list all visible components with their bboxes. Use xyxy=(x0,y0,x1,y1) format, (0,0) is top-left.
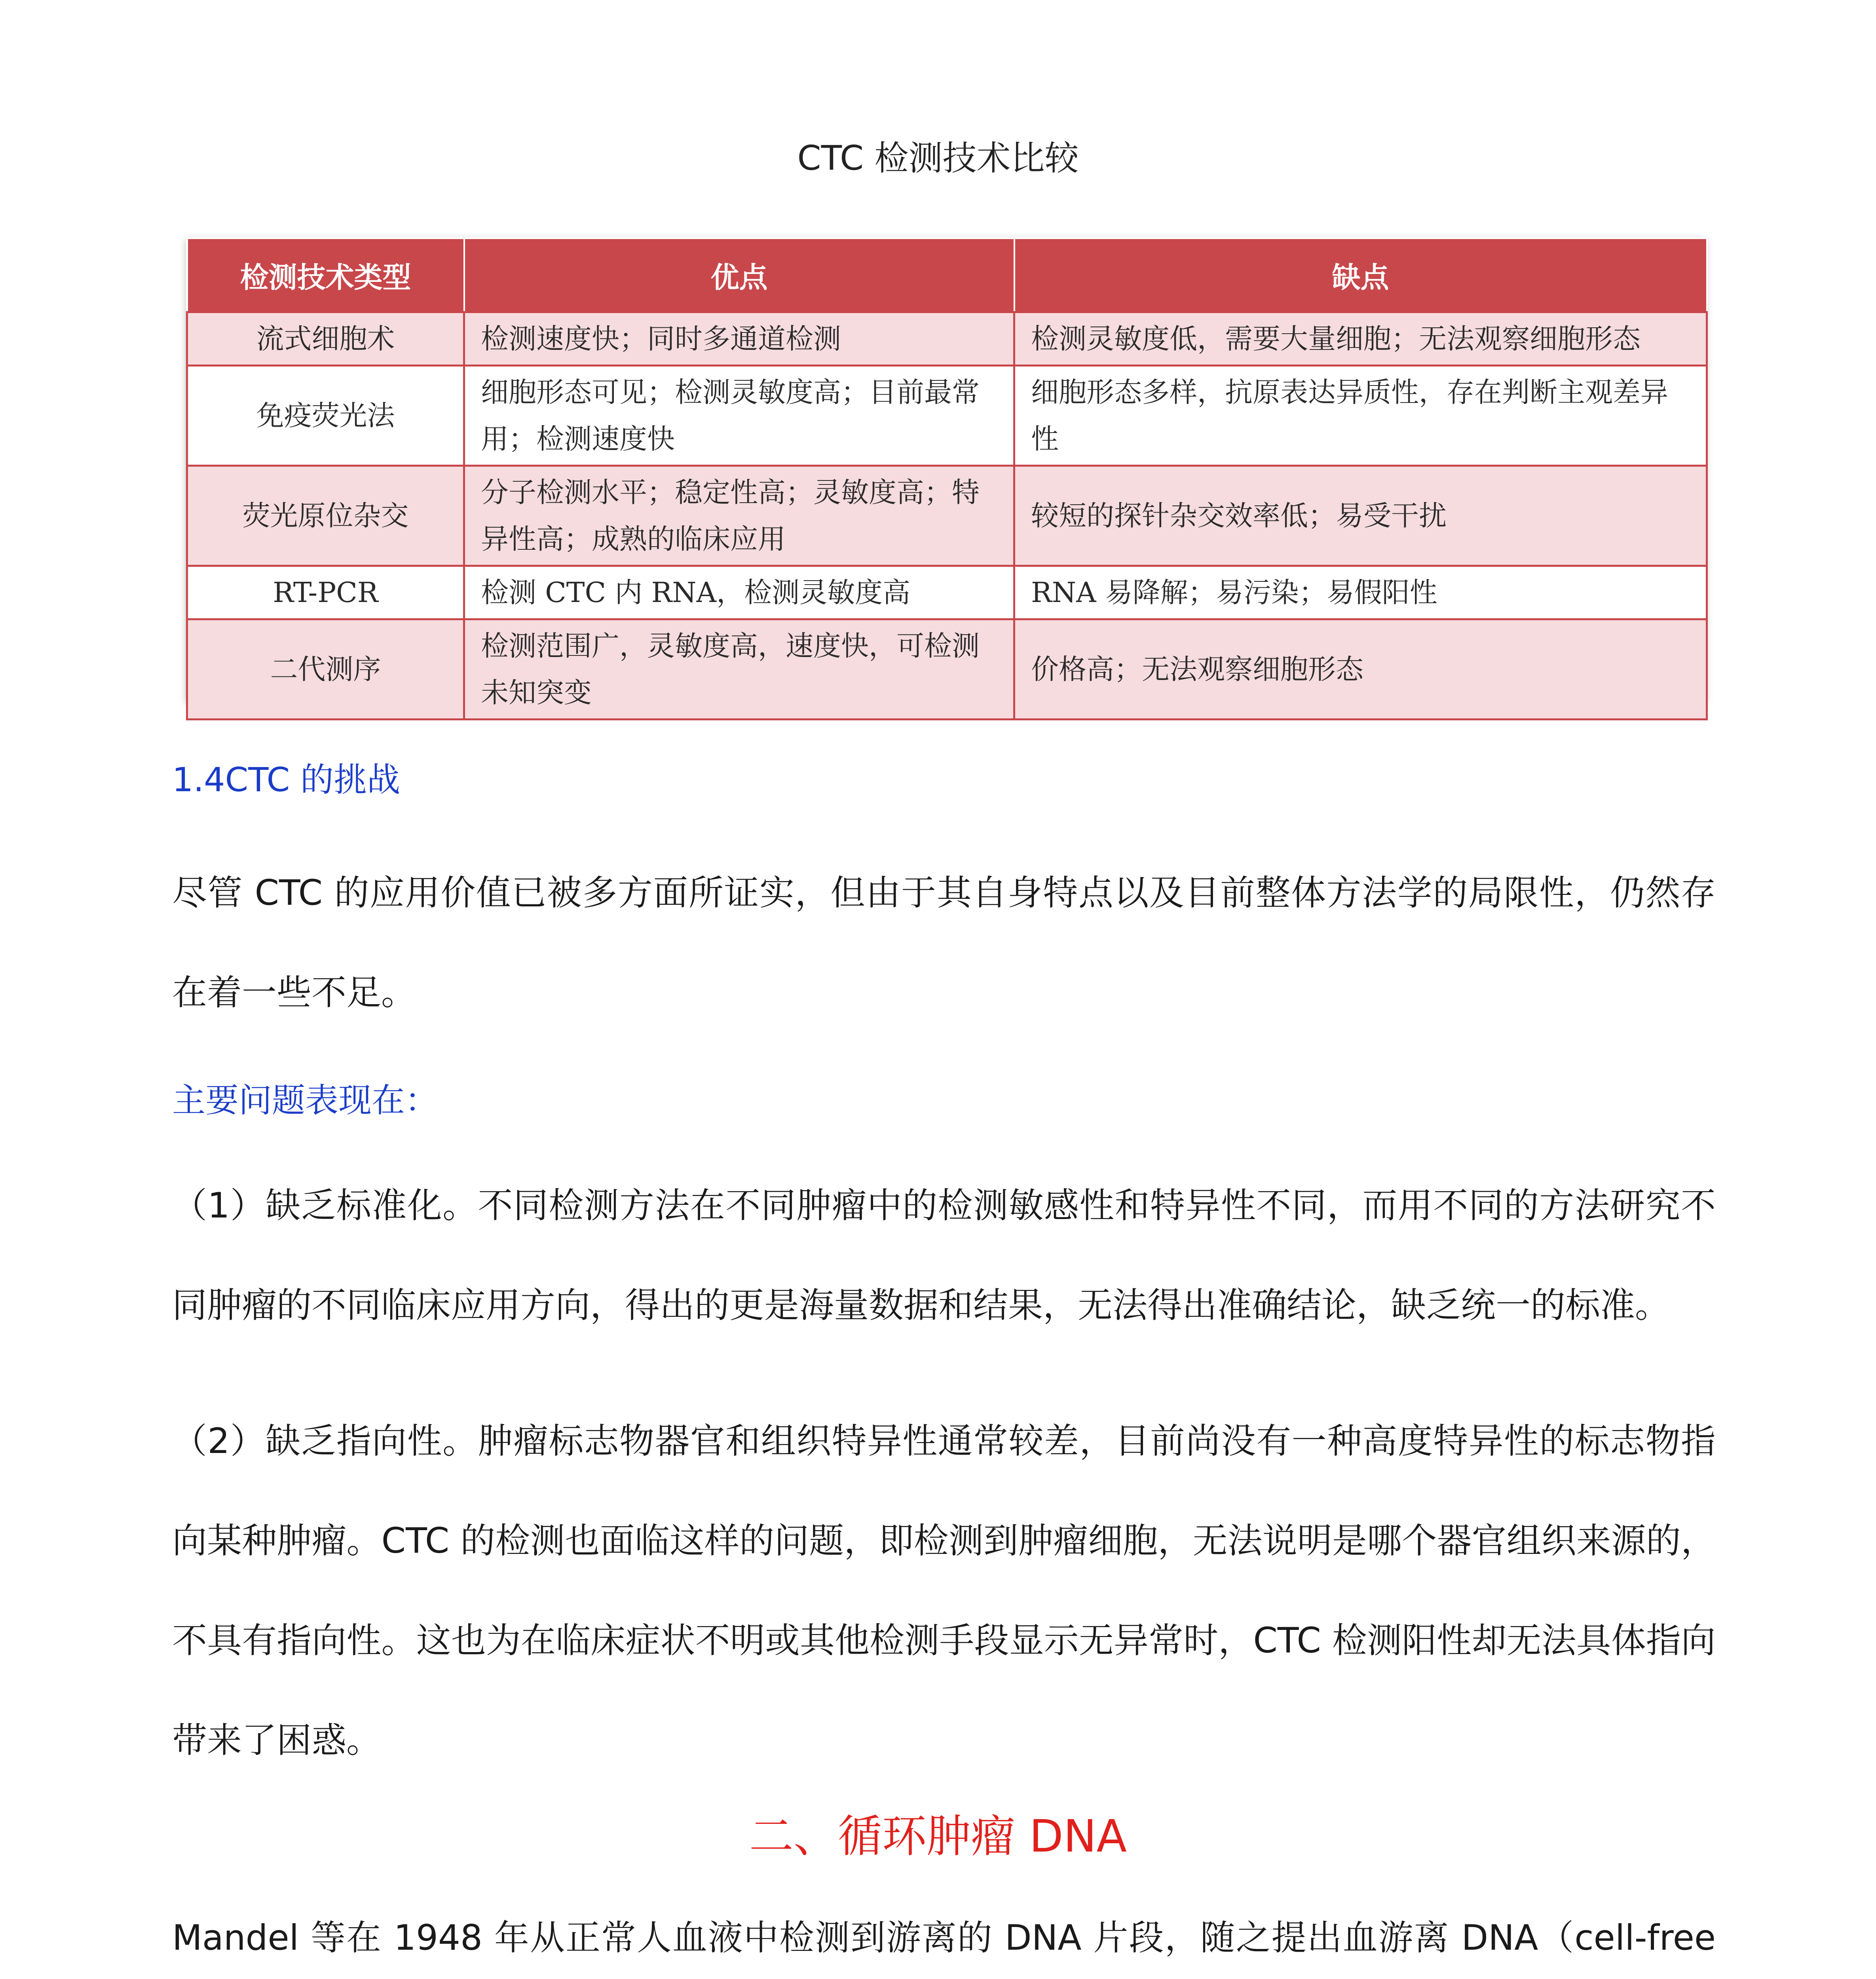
issues-heading: 主要问题表现在： xyxy=(172,1081,439,1120)
header-pros: 优点 xyxy=(464,238,1014,312)
cell-cons: 较短的探针杂交效率低；易受干扰 xyxy=(1014,466,1707,566)
table-row xyxy=(187,566,1707,619)
intro-paragraph: 尽管 CTC 的应用价值已被多方面所证实，但由于其自身特点以及目前整体方法学的局限性，仍然存在着一些不足。 xyxy=(172,872,1716,1013)
cell-type: RT-PCR xyxy=(187,566,464,619)
header-cons: 缺点 xyxy=(1014,238,1707,312)
cell-cons: RNA 易降解；易污染；易假阳性 xyxy=(1014,566,1707,619)
comparison-table-container xyxy=(186,237,1706,709)
issue-2-paragraph: （2）缺乏指向性。肿瘤标志物器官和组织特异性通常较差，目前尚没有一种高度特异性的标志物指向某种肿瘤。CTC 的检测也面临这样的问题，即检测到肿瘤细胞，无法说明是哪个器官组织来源的，不具有指向性。这也为在临床症状不明或其他检测手段显示无异常时，CTC 检测阳性却无法具体指向带来了困惑。 xyxy=(172,1421,1716,1761)
cell-type: 流式细胞术 xyxy=(187,312,464,366)
section-heading-ctdna: 二、循环肿瘤 DNA xyxy=(749,1811,1127,1862)
cell-pros: 分子检测水平；稳定性高；灵敏度高；特异性高；成熟的临床应用 xyxy=(464,466,1014,566)
cell-pros: 检测 CTC 内 RNA，检测灵敏度高 xyxy=(464,566,1014,619)
cell-pros: 检测范围广，灵敏度高，速度快，可检测未知突变 xyxy=(464,619,1014,720)
table-caption: CTC 检测技术比较 xyxy=(797,139,1079,178)
ctdna-paragraph: Mandel 等在 1948 年从正常人血液中检测到游离的 DNA 片段，随之提出血游离 DNA（cell-free xyxy=(172,1917,1716,1958)
table-row xyxy=(187,619,1707,720)
section-heading-1-4: 1.4CTC 的挑战 xyxy=(172,760,400,799)
table-row xyxy=(187,466,1707,566)
cell-type: 二代测序 xyxy=(187,619,464,720)
table-row xyxy=(187,312,1707,366)
cell-pros: 细胞形态可见；检测灵敏度高；目前最常用；检测速度快 xyxy=(464,366,1014,466)
ctc-comparison-table xyxy=(186,237,1708,720)
cell-cons: 检测灵敏度低，需要大量细胞；无法观察细胞形态 xyxy=(1014,312,1707,366)
cell-type: 荧光原位杂交 xyxy=(187,466,464,566)
cell-cons: 价格高；无法观察细胞形态 xyxy=(1014,619,1707,720)
cell-pros: 检测速度快；同时多通道检测 xyxy=(464,312,1014,366)
cell-cons: 细胞形态多样，抗原表达异质性，存在判断主观差异性 xyxy=(1014,366,1707,466)
table-header-row xyxy=(187,238,1707,312)
table-row xyxy=(187,366,1707,466)
cell-type: 免疫荧光法 xyxy=(187,366,464,466)
header-type: 检测技术类型 xyxy=(187,238,464,312)
issue-1-paragraph: （1）缺乏标准化。不同检测方法在不同肿瘤中的检测敏感性和特异性不同，而用不同的方法研究不同肿瘤的不同临床应用方向，得出的更是海量数据和结果，无法得出准确结论，缺乏统一的标准。 xyxy=(172,1185,1716,1326)
